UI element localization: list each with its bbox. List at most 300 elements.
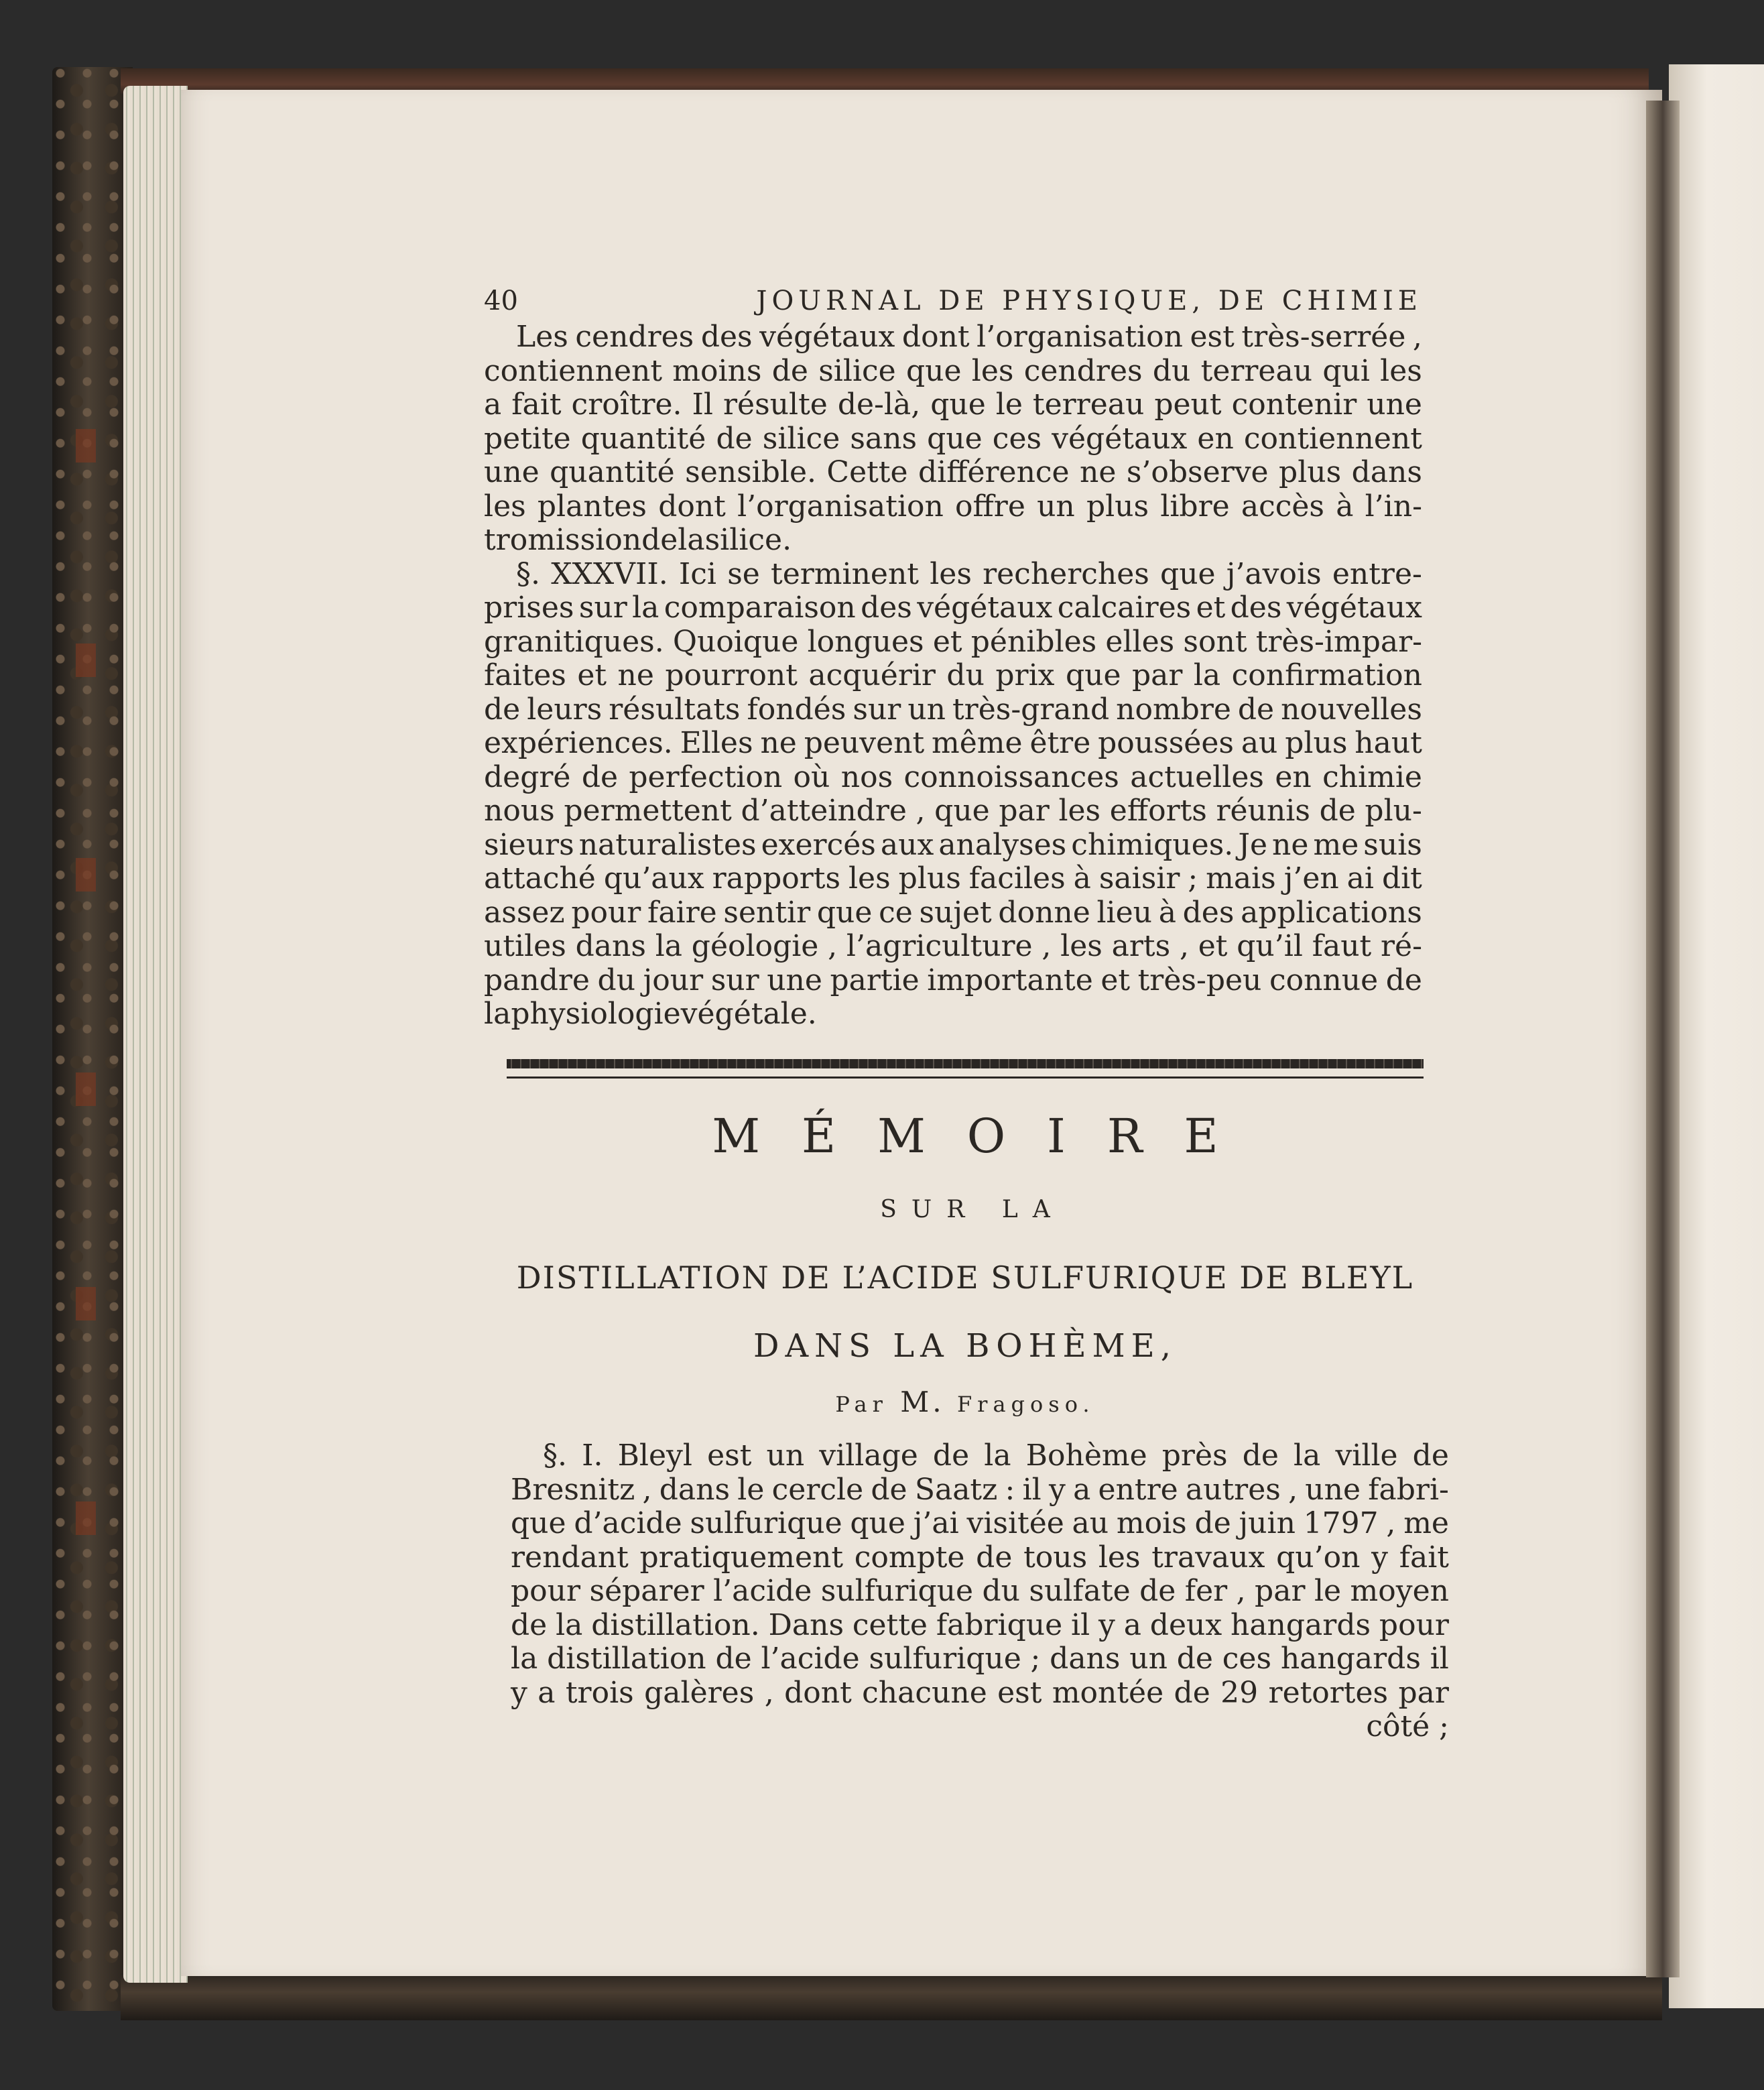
word: cendres xyxy=(575,320,694,354)
word: recherches xyxy=(983,556,1149,591)
word: haut xyxy=(1354,726,1422,760)
word: mais xyxy=(1206,861,1276,896)
word: expériences. xyxy=(484,726,673,760)
text-line xyxy=(484,964,1422,998)
word: chimie xyxy=(1322,759,1422,794)
text-line xyxy=(484,456,1422,490)
word: du xyxy=(597,963,636,997)
word: contiennent xyxy=(1243,421,1422,456)
decorative-rule-thin xyxy=(507,1077,1424,1079)
word: plus xyxy=(1279,455,1342,489)
running-header xyxy=(484,284,1422,319)
word: un xyxy=(766,1438,805,1473)
word: Dans xyxy=(768,1607,844,1642)
word: un xyxy=(1037,489,1075,524)
word: et xyxy=(932,624,962,659)
word: par xyxy=(1398,1675,1449,1710)
word: s’observe xyxy=(1126,455,1269,489)
word: ai xyxy=(1346,861,1374,896)
word: exercés xyxy=(761,827,876,862)
text-line xyxy=(484,930,1422,964)
word: pandre xyxy=(484,963,590,997)
word: j’avois xyxy=(1226,556,1322,591)
word: du xyxy=(946,658,985,692)
word: fait xyxy=(1399,1540,1449,1575)
word: une xyxy=(1367,387,1422,422)
word: l’acide xyxy=(761,1642,860,1676)
word: il xyxy=(1071,1607,1090,1642)
word: longues xyxy=(807,624,924,659)
word: Cette xyxy=(826,455,908,489)
word: fait xyxy=(511,387,562,422)
word: degré xyxy=(484,759,571,794)
word: la xyxy=(678,523,705,557)
word: permettent xyxy=(564,794,732,828)
text-line xyxy=(484,727,1422,761)
word: tromission xyxy=(484,523,642,557)
word: libre xyxy=(1160,489,1230,524)
word: Elles xyxy=(680,726,753,760)
text-line xyxy=(484,320,1422,355)
word: que xyxy=(927,421,983,456)
word: 29 xyxy=(1220,1675,1259,1710)
word: de xyxy=(1319,794,1356,828)
word: connoissances xyxy=(903,759,1119,794)
word: végétaux xyxy=(1052,421,1188,456)
word: la xyxy=(984,1438,1011,1473)
word: dit xyxy=(1381,861,1422,896)
word: physiologie xyxy=(511,997,681,1031)
word: que xyxy=(930,387,986,422)
page-edges xyxy=(123,86,188,1983)
word: pénibles xyxy=(970,624,1097,659)
word: résulte xyxy=(723,387,828,422)
word: elles xyxy=(1105,624,1175,659)
word: lieu xyxy=(1096,895,1152,930)
word: où xyxy=(793,759,830,794)
word: dont xyxy=(658,489,726,524)
word: la xyxy=(1193,658,1221,692)
word: de xyxy=(932,1438,970,1473)
word: réunis xyxy=(1216,794,1310,828)
word: dans xyxy=(1050,1642,1121,1676)
word: faut xyxy=(1312,929,1372,963)
word: chimiques. xyxy=(1071,827,1234,862)
word: applications xyxy=(1241,895,1422,930)
word: autres xyxy=(1185,1472,1281,1507)
word: de xyxy=(581,759,619,794)
word: à xyxy=(1158,895,1176,930)
word: acquérir xyxy=(808,658,936,692)
decorative-rule xyxy=(507,1059,1424,1068)
word: distillation xyxy=(547,1642,706,1676)
author-name: Fragoso. xyxy=(956,1392,1095,1417)
word: du xyxy=(982,1574,1020,1608)
book-gutter xyxy=(1646,101,1680,1977)
word: Quoique xyxy=(672,624,799,659)
word: de xyxy=(1176,1642,1213,1676)
word: ré- xyxy=(1381,929,1422,963)
word: ; xyxy=(1188,861,1198,896)
word: pour xyxy=(511,1574,581,1608)
word: , xyxy=(764,1675,774,1710)
word: de xyxy=(1139,1574,1176,1608)
word: de xyxy=(976,1540,1013,1575)
word: deux xyxy=(1149,1607,1222,1642)
word: de xyxy=(1174,1675,1210,1710)
word: ce xyxy=(879,895,913,930)
word: juin xyxy=(1239,1506,1296,1540)
word: l’organisation xyxy=(976,320,1183,354)
word: à xyxy=(1336,489,1354,524)
word: dans xyxy=(1351,455,1422,489)
word: la xyxy=(1294,1438,1321,1473)
word: sulfurique xyxy=(869,1642,1021,1676)
word: les xyxy=(930,556,972,591)
word: plus xyxy=(1285,726,1348,760)
word: en xyxy=(1275,759,1312,794)
word: l’in- xyxy=(1365,489,1422,524)
word: les xyxy=(848,861,891,896)
word: ville xyxy=(1335,1438,1398,1473)
word: moyen xyxy=(1350,1574,1449,1608)
word: sur xyxy=(853,692,901,727)
word: saisir xyxy=(1098,861,1180,896)
word: très-peu xyxy=(1137,963,1262,997)
word: être xyxy=(1029,726,1091,760)
word: nombre xyxy=(1116,692,1231,727)
text-line xyxy=(511,1540,1449,1575)
word: silice xyxy=(818,353,896,388)
text-line xyxy=(484,828,1422,863)
word: pourront xyxy=(665,658,798,692)
word: près xyxy=(1161,1438,1228,1473)
word: me xyxy=(1313,827,1359,862)
word: perfection xyxy=(629,759,783,794)
word: terreau xyxy=(1200,353,1313,388)
word: dont xyxy=(784,1675,852,1710)
article-subtitle-boheme: DANS LA BOHÈME, xyxy=(753,1327,1177,1365)
word: me xyxy=(1403,1506,1449,1540)
text-line xyxy=(484,997,1422,1032)
word: l’organisation xyxy=(737,489,944,524)
word: les xyxy=(1060,929,1102,963)
text-line xyxy=(511,1608,1449,1642)
word: l’acide xyxy=(713,1574,812,1608)
word: I. xyxy=(582,1438,603,1473)
word: que xyxy=(511,1506,566,1540)
word: , xyxy=(1179,929,1189,963)
word: de xyxy=(1194,1506,1231,1540)
word: sulfurique xyxy=(690,1506,842,1540)
word: la xyxy=(484,997,511,1031)
text-line xyxy=(484,490,1422,524)
word: et xyxy=(1100,963,1131,997)
word: village xyxy=(819,1438,918,1473)
word: , xyxy=(1288,1472,1298,1507)
text-line xyxy=(484,896,1422,930)
word: qui xyxy=(1322,353,1370,388)
word: terreau xyxy=(1032,387,1145,422)
word: donne xyxy=(998,895,1090,930)
word: qu’on xyxy=(1276,1540,1361,1575)
word: qu’il xyxy=(1237,929,1303,963)
word: comparaison xyxy=(664,591,856,625)
author-par: Par xyxy=(835,1392,888,1417)
word: que xyxy=(905,353,962,388)
word: j’ai xyxy=(913,1506,959,1540)
word: des xyxy=(861,591,912,625)
word: de xyxy=(771,353,808,388)
paragraph-ashes xyxy=(484,320,1422,558)
text-line xyxy=(484,659,1422,693)
word: galères xyxy=(644,1675,755,1710)
word: par xyxy=(1255,1574,1306,1608)
word: sur xyxy=(710,963,759,997)
word: pour xyxy=(571,895,641,930)
word: Bresnitz xyxy=(511,1472,635,1507)
word: tous xyxy=(1023,1540,1088,1575)
word: dans xyxy=(659,1472,731,1507)
word: §. xyxy=(516,556,540,591)
text-line xyxy=(511,1506,1449,1540)
word: Saatz xyxy=(914,1472,998,1507)
word: des xyxy=(1230,591,1282,625)
word: suis xyxy=(1363,827,1422,862)
word: , xyxy=(916,794,926,828)
word: silice xyxy=(762,421,840,456)
word: les xyxy=(1058,794,1101,828)
word: mois xyxy=(1116,1506,1187,1540)
word: ; xyxy=(1030,1642,1041,1676)
word: au xyxy=(1241,726,1278,760)
word: végétaux xyxy=(1286,591,1422,625)
word: se xyxy=(727,556,760,591)
word: a xyxy=(1123,1607,1141,1642)
word: quantité xyxy=(580,421,706,456)
paragraph-section-xxxvii xyxy=(484,558,1422,1032)
word: par xyxy=(1131,658,1183,692)
word: contenir xyxy=(1231,387,1357,422)
word: arts xyxy=(1111,929,1171,963)
word: faciles xyxy=(968,861,1066,896)
text-line xyxy=(511,1642,1449,1676)
text-line xyxy=(511,1473,1449,1507)
word: qu’aux xyxy=(603,861,704,896)
text-line xyxy=(484,693,1422,727)
word: partie xyxy=(830,963,920,997)
word: le xyxy=(995,387,1023,422)
text-line xyxy=(511,1438,1449,1473)
word: hangards xyxy=(1280,1642,1421,1676)
book-binding-left xyxy=(52,67,133,2011)
word: ne xyxy=(1080,455,1117,489)
word: de xyxy=(511,1607,548,1642)
word: accès xyxy=(1241,489,1324,524)
word: sujet xyxy=(919,895,992,930)
word: nous xyxy=(484,794,555,828)
word: de xyxy=(716,421,753,456)
word: fabrique xyxy=(936,1607,1063,1642)
word: végétaux xyxy=(917,591,1053,625)
word: sulfate xyxy=(1029,1574,1131,1608)
word: dont xyxy=(901,320,970,354)
word: plu- xyxy=(1365,794,1422,828)
word: moins xyxy=(672,353,762,388)
word: , xyxy=(1386,1506,1396,1540)
word: il xyxy=(1022,1472,1042,1507)
word: est xyxy=(997,1675,1042,1710)
word: les xyxy=(1098,1540,1141,1575)
text-line xyxy=(511,1676,1449,1710)
word: hangards xyxy=(1230,1607,1371,1642)
word: a xyxy=(484,387,502,422)
article-subtitle-sur-la: SUR LA xyxy=(880,1196,1065,1223)
word: calcaires xyxy=(1057,591,1192,625)
word: de xyxy=(1412,1438,1449,1473)
word: analyses xyxy=(938,827,1067,862)
word: y xyxy=(1048,1472,1066,1507)
word: séparer xyxy=(589,1574,704,1608)
word: prises xyxy=(484,591,574,625)
word: que xyxy=(934,794,990,828)
word: même xyxy=(932,726,1023,760)
word: à xyxy=(1073,861,1091,896)
word: Bohème xyxy=(1025,1438,1147,1473)
word: connue xyxy=(1269,963,1379,997)
word: des xyxy=(700,320,753,354)
word: la xyxy=(511,1642,538,1676)
article-subtitle-distillation: DISTILLATION DE L’ACIDE SULFURIQUE DE BLEYL xyxy=(516,1259,1414,1296)
word: , xyxy=(828,929,838,963)
book-binding-bottom xyxy=(121,1973,1662,2020)
catchword xyxy=(511,1709,1449,1743)
word: les xyxy=(1380,353,1422,388)
word: distillation. xyxy=(591,1607,760,1642)
text-line xyxy=(484,761,1422,795)
word: travaux xyxy=(1151,1540,1265,1575)
text-line xyxy=(484,355,1422,389)
word: sur xyxy=(578,591,627,625)
word: contiennent xyxy=(484,353,662,388)
word: ces xyxy=(992,421,1042,456)
word: pratiquement xyxy=(639,1540,844,1575)
word: prix xyxy=(995,658,1055,692)
word: de xyxy=(715,1642,752,1676)
word: y xyxy=(1371,1540,1388,1575)
word: rendant xyxy=(511,1540,629,1575)
word: attaché xyxy=(484,861,596,896)
article-author xyxy=(507,1384,1424,1423)
word: XXXVII. xyxy=(551,556,668,591)
word: jour xyxy=(643,963,704,997)
word: sulfurique xyxy=(820,1574,973,1608)
word: fer xyxy=(1184,1574,1228,1608)
word: rapports xyxy=(712,861,841,896)
word: efforts xyxy=(1109,794,1207,828)
text-line xyxy=(484,591,1422,625)
word: végétaux xyxy=(759,320,895,354)
word: retortes xyxy=(1268,1675,1389,1710)
word: assez xyxy=(484,895,565,930)
word: de xyxy=(1385,963,1422,997)
word: de xyxy=(484,692,521,727)
word: actuelles xyxy=(1130,759,1264,794)
word: sentir xyxy=(723,895,811,930)
word: la xyxy=(632,591,659,625)
word: cendres xyxy=(1023,353,1143,388)
word: de xyxy=(871,1472,907,1507)
word: est xyxy=(1190,320,1235,354)
word: sont xyxy=(1183,624,1247,659)
word: , xyxy=(1042,929,1052,963)
word: que xyxy=(816,895,873,930)
word: dans xyxy=(575,929,646,963)
word: nos xyxy=(840,759,893,794)
text-line xyxy=(511,1574,1449,1608)
word: les xyxy=(971,353,1014,388)
word: j’en xyxy=(1283,861,1339,896)
word: faites xyxy=(484,658,566,692)
article-title: MÉMOIRE xyxy=(712,1109,1260,1164)
word: d’acide xyxy=(574,1506,682,1540)
word: pour xyxy=(1379,1607,1449,1642)
word: quantité xyxy=(550,455,675,489)
upper-text-block xyxy=(484,284,1422,1032)
word: de xyxy=(1237,692,1275,727)
text-line xyxy=(484,558,1422,592)
word: entre- xyxy=(1332,556,1422,591)
word: a xyxy=(1073,1472,1091,1507)
word: très-serrée xyxy=(1241,320,1406,354)
word: Il xyxy=(692,387,713,422)
word: plus xyxy=(1086,489,1149,524)
word: de xyxy=(1242,1438,1279,1473)
author-m: M. xyxy=(900,1386,945,1418)
word: très-impar- xyxy=(1255,624,1422,659)
word: sensible. xyxy=(685,455,816,489)
word: petite xyxy=(484,421,571,456)
word: silice. xyxy=(704,523,792,557)
paragraph-section-i xyxy=(511,1438,1449,1709)
word: utiles xyxy=(484,929,566,963)
word: une xyxy=(1305,1472,1361,1507)
word: fondés xyxy=(747,692,846,727)
word: la xyxy=(556,1607,583,1642)
word: faire xyxy=(647,895,717,930)
word: le xyxy=(737,1472,765,1507)
catchword-text: côté ; xyxy=(1366,1709,1449,1743)
word: géologie xyxy=(691,929,819,963)
word: plantes xyxy=(537,489,647,524)
word: végétale. xyxy=(680,997,817,1031)
word: au xyxy=(1072,1506,1109,1540)
article-title-block xyxy=(507,1099,1424,1423)
word: de xyxy=(641,523,678,557)
word: importante xyxy=(927,963,1093,997)
word: il xyxy=(1430,1642,1449,1676)
word: une xyxy=(484,455,540,489)
word: très-grand xyxy=(952,692,1110,727)
word: , xyxy=(1412,320,1422,354)
word: ne xyxy=(760,726,797,760)
word: le xyxy=(1314,1574,1342,1608)
word: cette xyxy=(852,1607,928,1642)
word: de-là, xyxy=(837,387,921,422)
word: croître. xyxy=(571,387,682,422)
word: Ici xyxy=(678,556,717,591)
word: poussées xyxy=(1098,726,1234,760)
